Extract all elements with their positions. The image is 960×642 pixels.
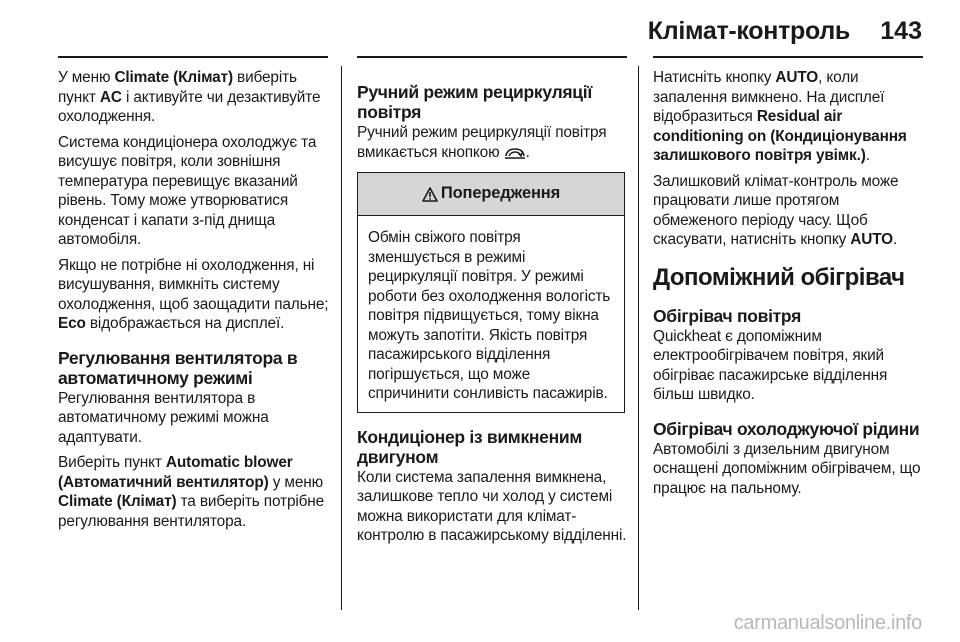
heading-air-heater: Обігрівач повітря bbox=[653, 305, 801, 326]
watermark: carmanualsonline.info bbox=[733, 612, 922, 634]
warning-triangle-icon bbox=[422, 187, 438, 202]
column-3 bbox=[653, 68, 925, 504]
column-rule-2 bbox=[357, 56, 627, 58]
paragraph-system: Система кондиціонера охолоджує та висушує повітря, коли зовнішня температура перевищує вказаний рівень. Тому може утворюватися конденсат і капати з-під днища автомобіля. bbox=[58, 133, 317, 248]
warning-header bbox=[358, 173, 624, 216]
column-rule-1 bbox=[58, 56, 328, 58]
warning-title: Попередження bbox=[440, 184, 561, 203]
column-1 bbox=[58, 68, 330, 537]
page-header bbox=[0, 0, 960, 60]
paragraph-fan-auto: Регулювання вентилятора в автоматичному режимі можна адаптувати. bbox=[58, 389, 269, 446]
column-divider-1 bbox=[341, 66, 342, 610]
paragraph-coolant-heater: Автомобілі з дизельним двигуном оснащені допоміжним обігрівачем, що працює на пальному. bbox=[653, 440, 921, 497]
column-divider-2 bbox=[638, 66, 639, 610]
page-number: 143 bbox=[880, 17, 922, 45]
column-rule-3 bbox=[653, 56, 923, 58]
recirculation-icon bbox=[504, 146, 526, 160]
heading-coolant-heater: Обігрівач охолоджуючої рідини bbox=[653, 418, 920, 439]
heading-engine-off: Кондиціонер із вимкненим двигуном bbox=[357, 426, 582, 467]
heading-recirculation: Ручний режим рециркуляції повітря bbox=[357, 82, 592, 122]
page-title: Клімат-контроль bbox=[647, 17, 850, 45]
paragraph-residual: Залишковий клімат-контроль може працювати лише протягом обмеженого періоду часу. Щоб скасувати, натисніть кнопку AUTO. bbox=[653, 172, 899, 248]
paragraph-eco: Якщо не потрібне ні охолодження, ні висушування, вимкніть систему охолодження, щоб заощадити пальне; Eco відображається на дисплеї. bbox=[58, 256, 329, 332]
paragraph-ac: У меню Climate (Клімат) виберіть пункт AC і активуйте чи дезактивуйте охолодження. bbox=[58, 69, 321, 125]
paragraph-auto: Натисніть кнопку AUTO, коли запалення вимкнено. На дисплеї відобразиться Residual air conditioning on (Кондиціонування залишкового повітря увімк.). bbox=[653, 69, 907, 164]
heading-fan-auto: Регулювання вентилятора в автоматичному режимі bbox=[58, 347, 298, 388]
warning-box bbox=[357, 172, 625, 413]
warning-body: Обмін свіжого повітря зменшується в режимі рециркуляції повітря. У режимі роботи без охолодження вологість повітря підвищується, тому вікна можуть запотіти. Якість повітря пасажирського відділення погіршується, що може спричинити сонливість пасажирів. bbox=[368, 229, 611, 402]
paragraph-blower: Виберіть пункт Automatic blower (Автоматичний вентилятор) у меню Climate (Клімат) та виберіть потрібне регулювання вентилятора. bbox=[58, 454, 325, 530]
heading-aux-heater: Допоміжний обігрівач bbox=[653, 263, 905, 291]
paragraph-air-heater: Quickheat є допоміжним електрообігрівачем повітря, який обігріває пасажирське відділення більш швидко. bbox=[653, 327, 888, 403]
paragraph-engine-off: Коли система запалення вимкнена, залишкове тепло чи холод у системі можна використати для клімат-контролю в пасажирському відділенні. bbox=[357, 468, 627, 544]
paragraph-recirculation: Ручний режим рециркуляції повітря вмикається кнопкою . bbox=[357, 124, 607, 161]
column-2 bbox=[357, 68, 629, 552]
